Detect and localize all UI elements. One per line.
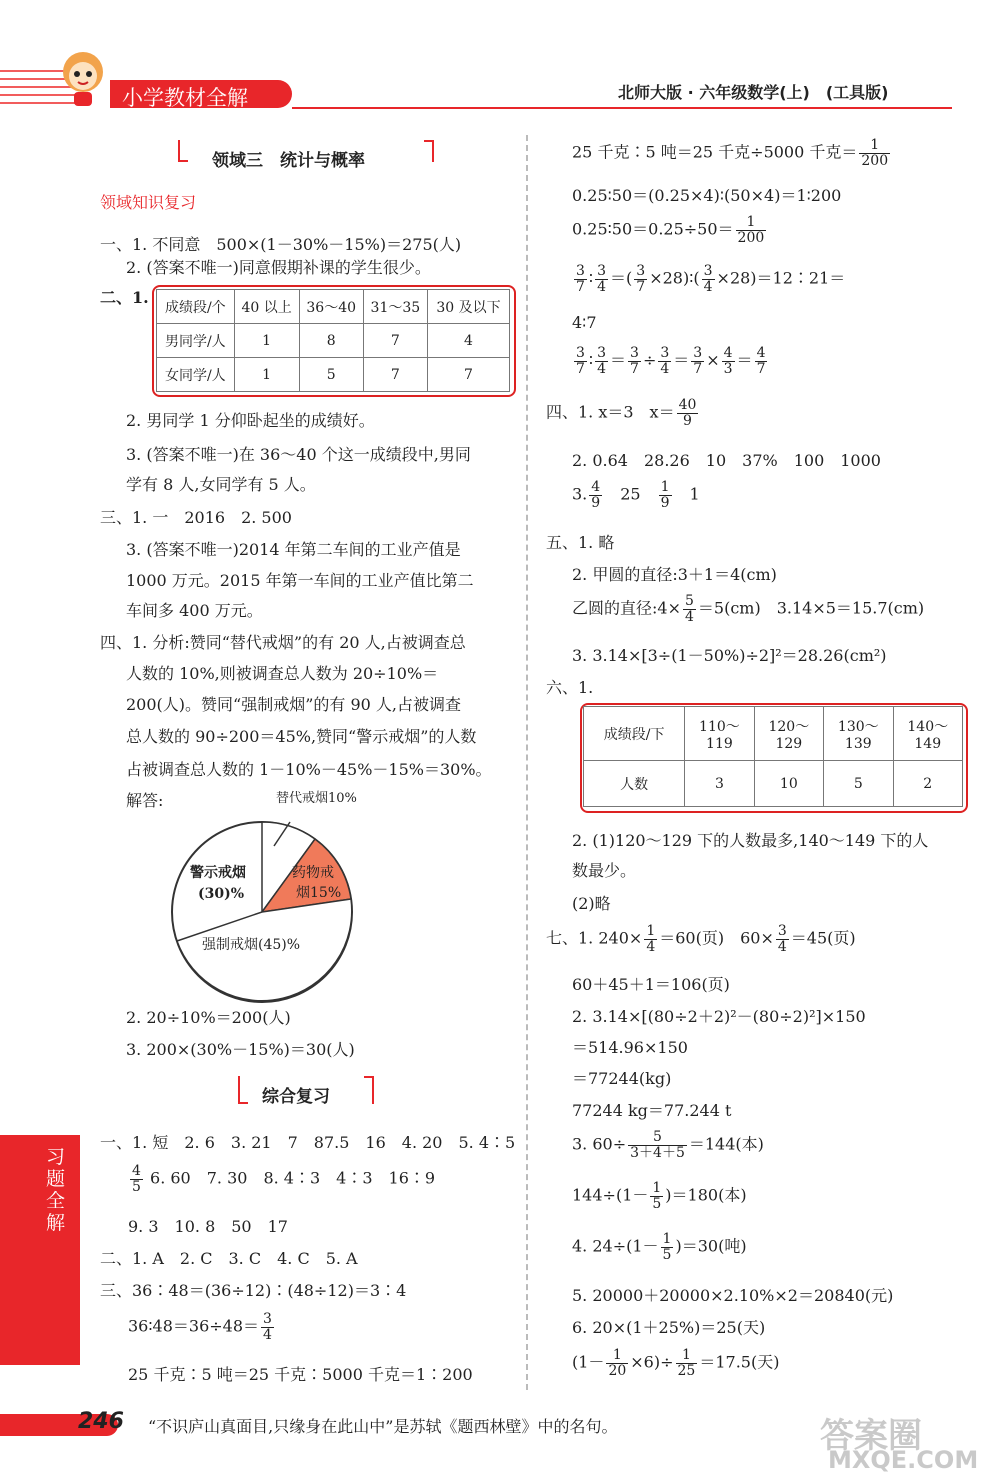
table-cell: 1 (234, 324, 299, 358)
text-line: 0.25∶50＝0.25÷50＝ $\frac{1}{200}$ (572, 214, 765, 246)
text-line: 数最少。 (572, 861, 637, 880)
text-line: 五、1. 略 (546, 533, 615, 552)
bracket-left (238, 1076, 248, 1104)
fraction: $\frac{3}{4}$ (263, 1311, 272, 1343)
table-cell: 女同学/人 (157, 358, 235, 392)
table-cell: 2 (893, 761, 963, 807)
side-tab (0, 1135, 80, 1365)
series-title: 小学教材全解 (122, 86, 248, 110)
text-line: 60＋45＋1＝106(页) (572, 975, 730, 994)
bracket-left (178, 140, 188, 162)
text-line: 四、1. 分析:赞同“替代戒烟”的有 20 人,占被调查总 (100, 633, 466, 652)
text-line: 4∶7 (572, 313, 597, 332)
table-cell: 7 (363, 358, 427, 392)
text-line: 乙圆的直径:4× $\frac{5}{4}$ ＝5(cm) 3.14×5＝15.7(cm) (572, 593, 925, 625)
watermark-url: MXQE.COM (828, 1446, 979, 1474)
text-line: 0.25∶50＝(0.25×4)∶(50×4)＝1∶200 (572, 186, 842, 205)
text-line: 36∶48＝36÷48＝ $\frac{3}{4}$ (128, 1311, 272, 1343)
table-cell: 8 (299, 324, 363, 358)
side-tab-label: 习题全解 (46, 1146, 66, 1234)
table-header: 30 及以下 (427, 290, 509, 324)
watermark-logo: 答案圈 (820, 1416, 922, 1456)
score-table-2 (583, 706, 963, 807)
table-header: 130～ 139 (824, 707, 893, 761)
text-line: 25 千克∶5 吨＝25 千克∶5000 千克＝1∶200 (128, 1365, 473, 1384)
footer-quote: “不识庐山真面目,只缘身在此山中”是苏轼《题西林壁》中的名句。 (148, 1417, 618, 1436)
table-header: 成绩段/下 (584, 707, 685, 761)
edition-label: 北师大版 · 六年级数学(上) (工具版) (618, 83, 889, 102)
text-line: 一、1. 不同意 500×(1－30%－15%)＝275(人) (100, 235, 462, 254)
header-line (292, 107, 952, 109)
text-line: 七、1. 240× $\frac{1}{4}$ ＝60(页) 60× $\frac{3}{4}$ ＝45(页) (546, 923, 856, 955)
table-cell: 7 (363, 324, 427, 358)
bracket-right (424, 140, 434, 162)
table-cell: 3 (685, 761, 754, 807)
text-line: 2. 0.64 28.26 10 37% 100 1000 (572, 451, 881, 470)
text-line: $\frac{3}{7}$ ∶ $\frac{3}{4}$ ＝( $\frac{3}{7}$ ×28)∶( $\frac{3}{4}$ ×28)＝12∶21＝ (576, 263, 846, 295)
text-line: (2)略 (572, 894, 611, 913)
table-header: 140～ 149 (893, 707, 963, 761)
text-line: 25 千克∶5 吨＝25 千克÷5000 千克＝ $\frac{1}{200}$ (572, 137, 889, 169)
fraction: $\frac{4}{5}$ (132, 1163, 141, 1195)
text-line: 144÷(1－ $\frac{1}{5}$ )＝180(本) (572, 1180, 747, 1212)
text-line: 9. 3 10. 8 50 17 (128, 1217, 288, 1236)
table-cell: 5 (824, 761, 893, 807)
text-line: 总人数的 90÷200＝45%,赞同“警示戒烟”的人数 (126, 727, 477, 746)
text-line: 解答: (126, 791, 164, 810)
page-number: 246 (78, 1409, 124, 1434)
table-cell: 人数 (584, 761, 685, 807)
pie-label-force: 强制戒烟(45)% (202, 937, 301, 953)
text-line: 车间多 400 万元。 (126, 601, 263, 620)
text-line: 2. 甲圆的直径:3＋1＝4(cm) (572, 565, 777, 584)
text-line: 三、36∶48＝(36÷12)∶(48÷12)＝3∶4 (100, 1281, 407, 1300)
pie-label-warn-value: (30)% (198, 886, 245, 902)
text-line: $\frac{4}{5}$ 6. 60 7. 30 8. 4∶3 4∶3 16∶9 (132, 1163, 436, 1195)
column-divider (526, 135, 528, 1390)
pie-label-warn: 警示戒烟 (190, 865, 246, 881)
text-line: 一、1. 短 2. 6 3. 21 7 87.5 16 4. 20 5. 4∶5 (100, 1133, 516, 1152)
fraction: $\frac{1}{200}$ (737, 214, 765, 246)
score-table (156, 289, 510, 392)
text-line: 2. 3.14×[(80÷2＋2)²－(80÷2)²]×150 (572, 1007, 866, 1026)
text-line: 四、1. x＝3 x＝ $\frac{40}{9}$ (546, 397, 697, 429)
table-cell: 男同学/人 (157, 324, 235, 358)
fraction: $\frac{1}{200}$ (861, 137, 889, 169)
text-line: 2. 20÷10%＝200(人) (126, 1008, 291, 1027)
table-header: 成绩段/个 (157, 290, 235, 324)
table-header: 40 以上 (234, 290, 299, 324)
table-header: 110～ 119 (685, 707, 754, 761)
text-line: 六、1. (546, 678, 594, 697)
table-cell: 5 (299, 358, 363, 392)
table-cell: 10 (754, 761, 823, 807)
text-line: 3. (答案不唯一)2014 年第二车间的工业产值是 (126, 540, 461, 559)
text-line: 3. (答案不唯一)在 36～40 个这一成绩段中,男同 (126, 445, 471, 464)
question-label: 二、1. (100, 288, 149, 307)
text-line: 5. 20000＋20000×2.10%×2＝20840(元) (572, 1286, 894, 1305)
table-header: 120～ 129 (754, 707, 823, 761)
text-line: 人数的 10%,则被调查总人数为 20÷10%＝ (126, 664, 439, 683)
text-line: $\frac{3}{7}$ ∶ $\frac{3}{4}$ ＝ $\frac{3}{7}$ ÷ $\frac{3}{4}$ ＝ $\frac{3}{7}$ × $\frac{4}{3}$ ＝ $\frac{4}{7}$ (576, 345, 766, 377)
series-title-bar (110, 80, 292, 108)
text-line: 77244 kg＝77.244 t (572, 1101, 732, 1120)
text-line: 3. 3.14×[3÷(1－50%)÷2]²＝28.26(cm²) (572, 646, 887, 665)
table-cell: 7 (427, 358, 509, 392)
text-line: 3. $\frac{4}{9}$ 25 $\frac{1}{9}$ 1 (572, 479, 700, 511)
text-line: 1000 万元。2015 年第一车间的工业产值比第二 (126, 571, 474, 590)
mascot-logo (50, 48, 116, 110)
text-line: ＝514.96×150 (572, 1038, 688, 1057)
text-line: 2. (1)120～129 下的人数最多,140～149 下的人 (572, 831, 929, 850)
bracket-right (364, 1076, 374, 1104)
table-cell: 1 (234, 358, 299, 392)
pie-label-replace: 替代戒烟10% (276, 791, 357, 806)
text-line: (1－ $\frac{1}{20}$ ×6)÷ $\frac{1}{25}$ ＝17.5(天) (572, 1347, 780, 1379)
text-line: 三、1. 一 2016 2. 500 (100, 508, 292, 527)
sub-title: 领域知识复习 (100, 193, 197, 212)
table-header: 31～35 (363, 290, 427, 324)
section-title: 领域三 统计与概率 (212, 151, 365, 171)
text-line: 3. 60÷ $\frac{5}{3+4+5}$ ＝144(本) (572, 1129, 764, 1161)
text-line: ＝77244(kg) (572, 1069, 672, 1088)
text-line: 4. 24÷(1－ $\frac{1}{5}$ )＝30(吨) (572, 1231, 747, 1263)
text-line: 3. 200×(30%－15%)＝30(人) (126, 1040, 355, 1059)
text-line: 200(人)。赞同“强制戒烟”的有 90 人,占被调查 (126, 695, 462, 714)
text-line: 占被调查总人数的 1－10%－45%－15%＝30%。 (126, 760, 492, 779)
table-cell: 4 (427, 324, 509, 358)
pie-label-drug-value: 烟15% (296, 885, 342, 901)
text-line: 学有 8 人,女同学有 5 人。 (126, 475, 316, 494)
pie-label-drug: 药物戒 (292, 865, 334, 881)
section-title-2: 综合复习 (262, 1087, 330, 1107)
table-header: 36～40 (299, 290, 363, 324)
text-line: 二、1. A 2. C 3. C 4. C 5. A (100, 1249, 358, 1268)
text-line: 6. 20×(1＋25%)＝25(天) (572, 1318, 766, 1337)
text-line: 2. 男同学 1 分仰卧起坐的成绩好。 (126, 411, 375, 430)
text-line: 2. (答案不唯一)同意假期补课的学生很少。 (126, 258, 431, 277)
